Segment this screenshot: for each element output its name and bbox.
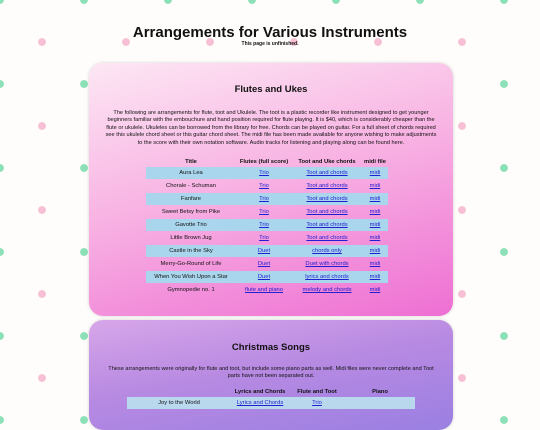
column-header-lyrics: Lyrics and Chords <box>234 388 286 395</box>
song-title: Gymnopedie no. 1 <box>167 287 215 293</box>
song-title: Gavotte Trio <box>146 219 236 231</box>
christmas-songs-section <box>89 320 453 430</box>
toot-chords-link[interactable]: Duet with chords <box>305 261 349 267</box>
song-title: Merry-Go-Round of Life <box>160 261 222 267</box>
flutes-section-heading: Flutes and Ukes <box>234 84 308 95</box>
toot-chords-link[interactable]: chords only <box>312 248 342 254</box>
table-row <box>127 397 415 409</box>
table-row <box>146 245 388 257</box>
column-header-flutes: Flutes (full score) <box>239 158 289 165</box>
flutes-score-link[interactable]: Trio <box>259 170 269 176</box>
midi-link[interactable]: midi <box>369 170 381 176</box>
flutes-table-header-row <box>146 157 388 166</box>
midi-cell <box>362 284 388 296</box>
song-title: Sweet Betsy from Pike <box>161 209 221 215</box>
flutes-section-intro: The following are arrangements for flute, toot and Ukulele. The toot is a plastic recorder like instrument designed to get younger beginners familiar with the embouchure and hand position required for flute playing. It is $40, which is considerably cheaper than the flute or ukulele. Ukuleles can be borrowed from the library for free. Chords can be played on guitar. For a full sheet of chords required see this ukulele chord sheet or this guitar chord sheet. The midi file has been made available for anyone wishing to make adjustments to the score with their own notation software. Audio tracks for listening and playing along can be found here. <box>105 109 437 146</box>
flutes-score-cell <box>236 258 292 270</box>
flutes-score-link[interactable]: Trio <box>259 209 269 215</box>
table-row <box>146 232 388 244</box>
midi-cell <box>362 219 388 231</box>
toot-chords-cell <box>292 245 362 257</box>
flutes-score-link[interactable]: flute and piano <box>244 287 284 293</box>
song-title: Little Brown Jug <box>170 235 212 241</box>
midi-cell <box>362 180 388 192</box>
toot-chords-cell <box>292 219 362 231</box>
table-row <box>146 180 388 192</box>
toot-chords-cell <box>292 258 362 270</box>
midi-link[interactable]: midi <box>369 274 381 280</box>
flutes-score-cell <box>236 206 292 218</box>
flutes-score-link[interactable]: Duet <box>257 248 271 254</box>
midi-cell <box>362 271 388 283</box>
column-header-blank <box>127 387 231 396</box>
midi-link[interactable]: midi <box>369 248 381 254</box>
toot-chords-cell <box>292 193 362 205</box>
lyrics-cell <box>231 397 289 409</box>
midi-link[interactable]: midi <box>369 222 381 228</box>
flutes-score-cell <box>236 284 292 296</box>
toot-chords-cell <box>292 206 362 218</box>
toot-chords-link[interactable]: Toot and chords <box>306 183 348 189</box>
christmas-section-intro: These arrangements were originally for flute and toot, but include some piano parts as well. Midi files were never complete and Toot parts have not been separated out. <box>108 365 434 380</box>
midi-cell <box>362 232 388 244</box>
flutes-score-link[interactable]: Trio <box>259 235 269 241</box>
flutes-score-link[interactable]: Trio <box>259 222 269 228</box>
midi-cell <box>362 245 388 257</box>
flute-toot-cell <box>289 397 345 409</box>
toot-chords-cell <box>292 167 362 179</box>
flutes-score-cell <box>236 232 292 244</box>
flutes-score-cell <box>236 180 292 192</box>
midi-cell <box>362 193 388 205</box>
midi-link[interactable]: midi <box>369 287 381 293</box>
table-row <box>146 219 388 231</box>
song-title: When You Wish Upon a Star <box>146 271 236 283</box>
toot-chords-link[interactable]: lyrics and chords <box>305 274 349 280</box>
toot-chords-link[interactable]: Toot and chords <box>306 235 348 241</box>
midi-link[interactable]: midi <box>369 261 381 267</box>
column-header-title: Title <box>185 158 197 165</box>
song-title: Chorale - Schuman <box>166 183 216 189</box>
flutes-score-link[interactable]: Trio <box>259 196 269 202</box>
flutes-score-cell <box>236 219 292 231</box>
toot-chords-cell <box>292 232 362 244</box>
song-title: Castle in the Sky <box>146 245 236 257</box>
toot-chords-cell <box>292 284 362 296</box>
midi-cell <box>362 167 388 179</box>
toot-chords-link[interactable]: Toot and chords <box>306 196 348 202</box>
midi-link[interactable]: midi <box>369 235 381 241</box>
flutes-score-cell <box>236 271 292 283</box>
table-row <box>146 193 388 205</box>
toot-chords-link[interactable]: Toot and chords <box>306 222 348 228</box>
flutes-score-link[interactable]: Duet <box>257 274 271 280</box>
flutes-score-link[interactable]: Duet <box>257 261 271 267</box>
toot-chords-cell <box>292 180 362 192</box>
midi-cell <box>362 258 388 270</box>
christmas-table <box>127 386 415 410</box>
song-title: Aura Lea <box>146 167 236 179</box>
flutes-and-ukes-section <box>89 63 453 316</box>
flutes-score-cell <box>236 167 292 179</box>
page-title: Arrangements for Various Instruments <box>132 24 408 42</box>
flutes-table <box>146 156 388 297</box>
toot-chords-link[interactable]: Toot and chords <box>306 170 348 176</box>
unfinished-notice: This page is unfinished. <box>241 41 299 47</box>
column-header-piano: Piano <box>372 388 388 395</box>
toot-chords-cell <box>292 271 362 283</box>
toot-chords-link[interactable]: melody and chords <box>302 287 352 293</box>
table-row <box>146 271 388 283</box>
flute-toot-link[interactable]: Trio <box>312 400 322 406</box>
lyrics-chords-link[interactable]: Lyrics and Chords <box>236 400 284 406</box>
flutes-score-link[interactable]: Trio <box>259 183 269 189</box>
column-header-flute-toot: Flute and Toot <box>297 388 337 395</box>
toot-chords-link[interactable]: Toot and chords <box>306 209 348 215</box>
table-row <box>146 258 388 270</box>
midi-cell <box>362 206 388 218</box>
table-row <box>146 206 388 218</box>
midi-link[interactable]: midi <box>369 183 381 189</box>
christmas-table-header-row <box>127 387 415 396</box>
table-row <box>146 167 388 179</box>
column-header-toot: Toot and Uke chords <box>298 158 356 165</box>
column-header-midi: midi file <box>364 158 386 165</box>
midi-link[interactable]: midi <box>369 209 381 215</box>
midi-link[interactable]: midi <box>369 196 381 202</box>
flutes-score-cell <box>236 245 292 257</box>
flutes-score-cell <box>236 193 292 205</box>
song-title: Joy to the World <box>127 397 231 409</box>
christmas-section-heading: Christmas Songs <box>231 342 311 353</box>
table-row <box>146 284 388 296</box>
piano-cell <box>345 397 415 409</box>
song-title: Fanfare <box>146 193 236 205</box>
